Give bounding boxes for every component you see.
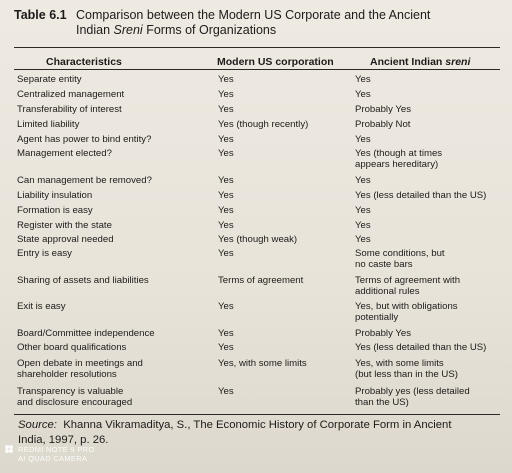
cell-ancient: Terms of agreement with additional rules <box>355 275 461 298</box>
source-text-2: India, 1997, p. 26. <box>18 433 109 446</box>
source-text: Khanna Vikramaditya, S., The Economic History of Corporate Form in Ancient <box>63 419 452 431</box>
cell-modern: Yes <box>218 134 234 145</box>
cell-ancient: Some conditions, but no caste bars <box>355 248 445 271</box>
cell-ancient: Yes (less detailed than the US) <box>355 190 487 201</box>
cell-modern: Yes, with some limits <box>218 358 307 369</box>
cell-characteristic: Agent has power to bind entity? <box>17 134 152 145</box>
cell-ancient: Yes <box>355 89 371 100</box>
cell-ancient: Yes <box>355 234 371 245</box>
cell-characteristic: Liability insulation <box>17 190 93 201</box>
cell-modern: Yes <box>218 89 234 100</box>
cell-modern: Yes <box>218 190 234 201</box>
cell-characteristic: State approval needed <box>17 234 114 245</box>
cell-modern: Yes <box>218 248 234 259</box>
header-characteristics: Characteristics <box>46 56 122 68</box>
cell-characteristic: Register with the state <box>17 220 112 231</box>
sreni-italic: Sreni <box>113 23 143 37</box>
cell-ancient: Probably Yes <box>355 328 412 339</box>
cell-modern: Yes <box>218 328 234 339</box>
table-title-line1: Comparison between the Modern US Corporate and the Ancient <box>76 8 431 22</box>
cell-ancient: Yes <box>355 134 371 145</box>
cell-ancient: Yes (though at times appears hereditary) <box>355 148 443 171</box>
watermark-model: REDMI NOTE 9 PRO <box>18 445 95 454</box>
cell-modern: Yes <box>218 74 234 85</box>
cell-ancient: Yes <box>355 205 371 216</box>
top-rule <box>14 47 500 48</box>
cell-ancient: Yes <box>355 74 371 85</box>
cell-ancient: Yes, with some limits (but less than in the US) <box>355 358 458 381</box>
cell-ancient: Probably Yes <box>355 104 412 115</box>
cell-characteristic: Exit is easy <box>17 301 66 312</box>
bottom-rule <box>14 414 500 415</box>
source-label: Source: <box>18 419 57 431</box>
cell-characteristic: Management elected? <box>17 148 112 159</box>
cell-modern: Yes <box>218 301 234 312</box>
cell-modern: Yes <box>218 175 234 186</box>
cell-ancient: Probably yes (less detailed than the US) <box>355 386 470 409</box>
cell-modern: Yes <box>218 104 234 115</box>
header-rule <box>14 69 500 70</box>
cell-ancient: Probably Not <box>355 119 411 130</box>
cell-ancient: Yes (less detailed than the US) <box>355 342 487 353</box>
cell-modern: Yes <box>218 342 234 353</box>
table-title-line2: Indian Sreni Forms of Organizations <box>76 23 277 37</box>
table-label: Table 6.1 <box>14 8 67 22</box>
cell-characteristic: Limited liability <box>17 119 80 130</box>
cell-ancient: Yes <box>355 175 371 186</box>
table-title <box>76 8 506 38</box>
cell-characteristic: Formation is easy <box>17 205 93 216</box>
camera-lens-icon <box>4 444 14 454</box>
cell-characteristic: Entry is easy <box>17 248 72 259</box>
cell-characteristic: Sharing of assets and liabilities <box>17 275 149 286</box>
cell-characteristic: Transparency is valuable and disclosure encouraged <box>17 386 133 409</box>
cell-modern: Yes <box>218 386 234 397</box>
cell-characteristic: Open debate in meetings and shareholder resolutions <box>17 358 143 381</box>
header-ancient: Ancient Indian sreni <box>370 56 471 68</box>
header-modern: Modern US corporation <box>217 56 334 68</box>
cell-characteristic: Centralized management <box>17 89 125 100</box>
cell-modern: Yes <box>218 205 234 216</box>
watermark-camera: AI QUAD CAMERA <box>18 454 88 463</box>
cell-modern: Yes <box>218 148 234 159</box>
cell-modern: Yes (though weak) <box>218 234 298 245</box>
cell-characteristic: Transferability of interest <box>17 104 122 115</box>
cell-characteristic: Can management be removed? <box>17 175 152 186</box>
cell-modern: Terms of agreement <box>218 275 304 286</box>
cell-ancient: Yes <box>355 220 371 231</box>
source-note <box>18 418 504 447</box>
cell-characteristic: Other board qualifications <box>17 342 127 353</box>
cell-ancient: Yes, but with obligations potentially <box>355 301 458 324</box>
camera-watermark <box>4 444 94 463</box>
cell-characteristic: Board/Committee independence <box>17 328 155 339</box>
cell-modern: Yes <box>218 220 234 231</box>
cell-modern: Yes (though recently) <box>218 119 309 130</box>
cell-characteristic: Separate entity <box>17 74 82 85</box>
